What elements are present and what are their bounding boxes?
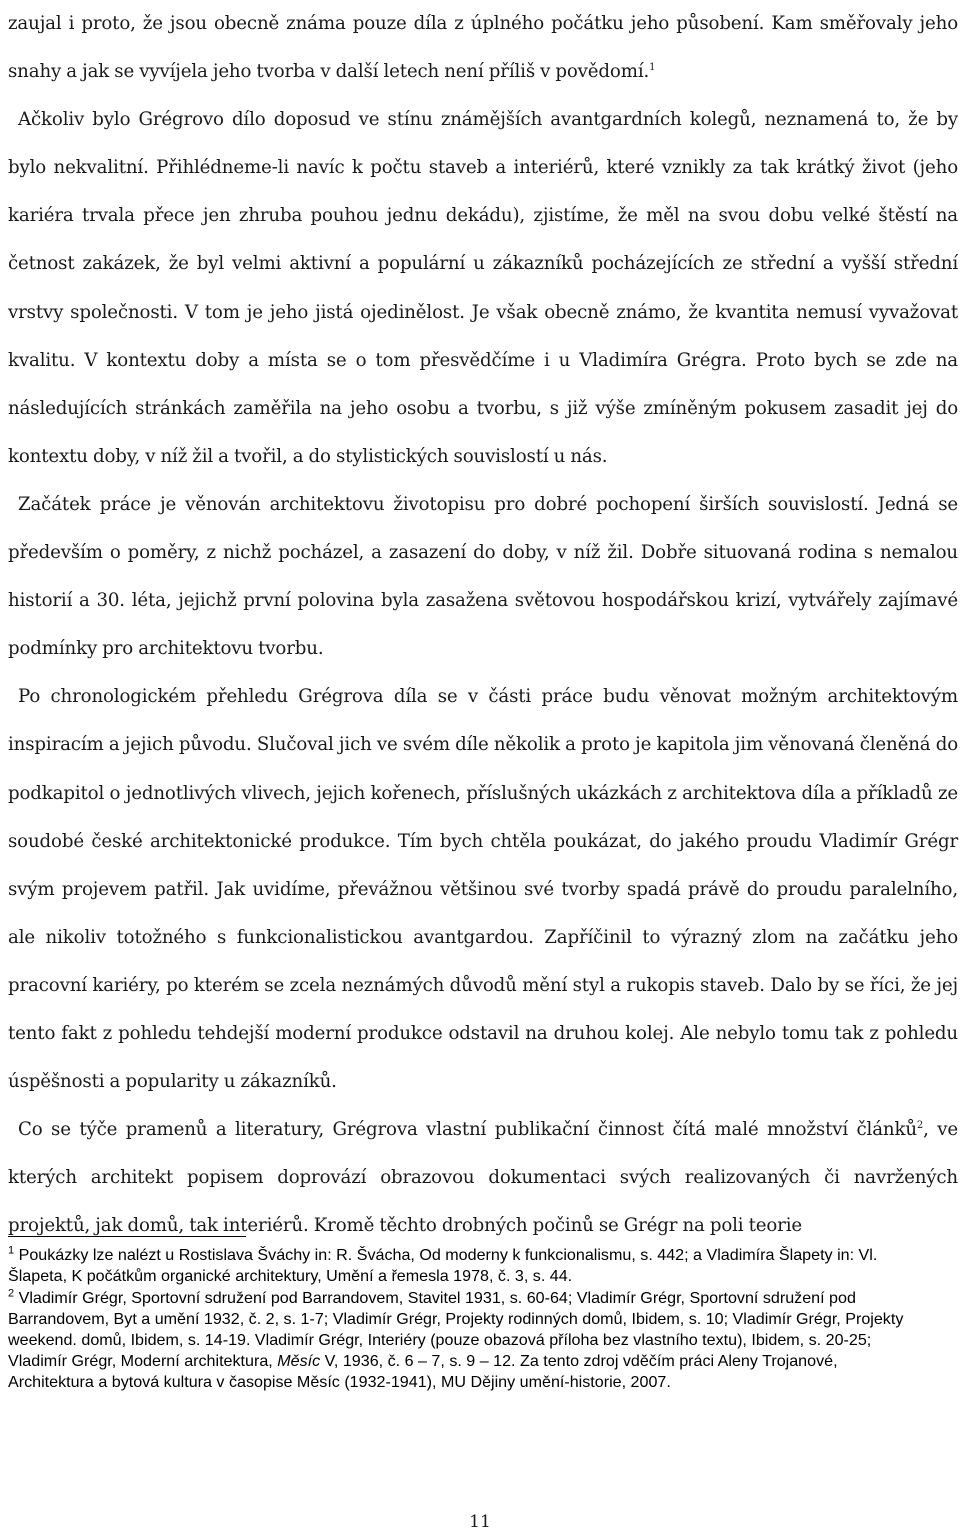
footnote-1-number: 1	[8, 1244, 15, 1257]
footnote-2-italic: Měsíc	[277, 1352, 321, 1370]
footnote-separator	[8, 1236, 246, 1237]
paragraph-1	[8, 0, 958, 96]
paragraph-5-text-b: , ve kterých architekt popisem doprovází obrazovou dokumentaci svých realizovaných či navržených projektů, jak domů, tak interiérů. Kromě těchto drobných počinů se Grégr na poli teorie	[8, 1119, 958, 1237]
paragraph-3: Začátek práce je věnován architektovu životopisu pro dobré pochopení širších souvislostí. Jedná se především o poměry, z nichž pocházel, a zasazení do doby, v níž žil. Dobře situovaná rodina s nemalou historií a 30. léta, jejichž první polovina byla zasažena světovou hospodářskou krizí, vytvářely zajímavé podmínky pro architektovu tvorbu.	[8, 493, 958, 660]
footnote-2-text-b: V, 1936, č. 6 – 7, s. 9 – 12. Za tento zdroj vděčím práci Aleny Trojanové, Architektura a bytová kultura v časopise Měsíc (1932-1941), MU Dějiny umění-historie, 2007.	[8, 1352, 838, 1391]
footnote-2-number: 2	[8, 1287, 15, 1300]
footnote-1	[8, 1245, 920, 1287]
paragraph-5-text-a: Co se týče pramenů a literatury, Grégrova vlastní publikační činnost čítá malé množství článků	[18, 1119, 917, 1141]
paragraph-1-text: zaujal i proto, že jsou obecně známa pouze díla z úplného počátku jeho působení. Kam směřovaly jeho snahy a jak se vyvíjela jeho tvorba v další letech není příliš v povědomí.	[8, 13, 958, 83]
footnotes	[8, 1245, 920, 1393]
footnote-2	[8, 1288, 920, 1393]
footnote-1-text: Poukázky lze nalézt u Rostislava Šváchy in: R. Švácha, Od moderny k funkcionalismu, s. 442; a Vladimíra Šlapety in: Vl. Šlapeta, K počátkům organické architektury, Umění a řemesla 1978, č. 3, s. 44.	[8, 1246, 878, 1285]
footnote-ref-2[interactable]: 2	[916, 1120, 924, 1132]
footnote-ref-1[interactable]: 1	[649, 62, 656, 74]
paragraph-2: Ačkoliv bylo Grégrovo dílo doposud ve stínu známějších avantgardních kolegů, neznamená to, že by bylo nekvalitní. Přihlédneme-li navíc k počtu staveb a interiérů, které vznikly za tak krátký život (jeho kariéra trvala přece jen zhruba pouhou jednu dekádu), zjistíme, že měl na svou dobu velké štěstí na četnost zakázek, že byl velmi aktivní a populární u zákazníků pocházejících ze střední a vyšší střední vrstvy společnosti. V tom je jeho jistá ojedinělost. Je však obecně známo, že kvantita nemusí vyvažovat kvalitu. V kontextu doby a místa se o tom přesvědčíme i u Vladimíra Grégra. Proto bych se zde na následujících stránkách zaměřila na jeho osobu a tvorbu, s již výše zmíněným pokusem zasadit jej do kontextu doby, v níž žil a tvořil, a do stylistických souvislostí u nás.	[8, 109, 958, 467]
body-text	[8, 0, 958, 1250]
paragraph-4: Po chronologickém přehledu Grégrova díla se v části práce budu věnovat možným architektovým inspiracím a jejich původu. Slučoval jich ve svém díle několik a proto je kapitola jim věnovaná členěná do podkapitol o jednotlivých vlivech, jejich kořenech, příslušných ukázkách z architektova díla a příkladů ze soudobé české architektonické produkce. Tím bych chtěla poukázat, do jakého proudu Vladimír Grégr svým projevem patřil. Jak uvidíme, převážnou většinou své tvorby spadá právě do proudu paralelního, ale nikoliv totožného s funkcionalistickou avantgardou. Zapříčinil to výrazný zlom na začátku jeho pracovní kariéry, po kterém se zcela neznámých důvodů mění styl a rukopis staveb. Dalo by se říci, že jej tento fakt z pohledu tehdejší moderní produkce odstavil na druhou kolej. Ale nebylo tomu tak z pohledu úspěšnosti a popularity u zákazníků.	[8, 686, 958, 1093]
footnote-2-text-a: Vladimír Grégr, Sportovní sdružení pod Barrandovem, Stavitel 1931, s. 60-64; Vladimír Grégr, Sportovní sdružení pod Barrandovem, Byt a umění 1932, č. 2, s. 1-7; Vladimír Grégr, Projekty rodinných domů, Ibidem, s. 10; Vladimír Grégr, Projekty weekend. domů, Ibidem, s. 14-19. Vladimír Grégr, Interiéry (pouze obazová příloha bez vlastního textu), Ibidem, s. 20-25; Vladimír Grégr, Moderní architektura,	[8, 1289, 904, 1370]
page-number: 11	[469, 1512, 491, 1532]
paragraph-5	[8, 1106, 958, 1250]
